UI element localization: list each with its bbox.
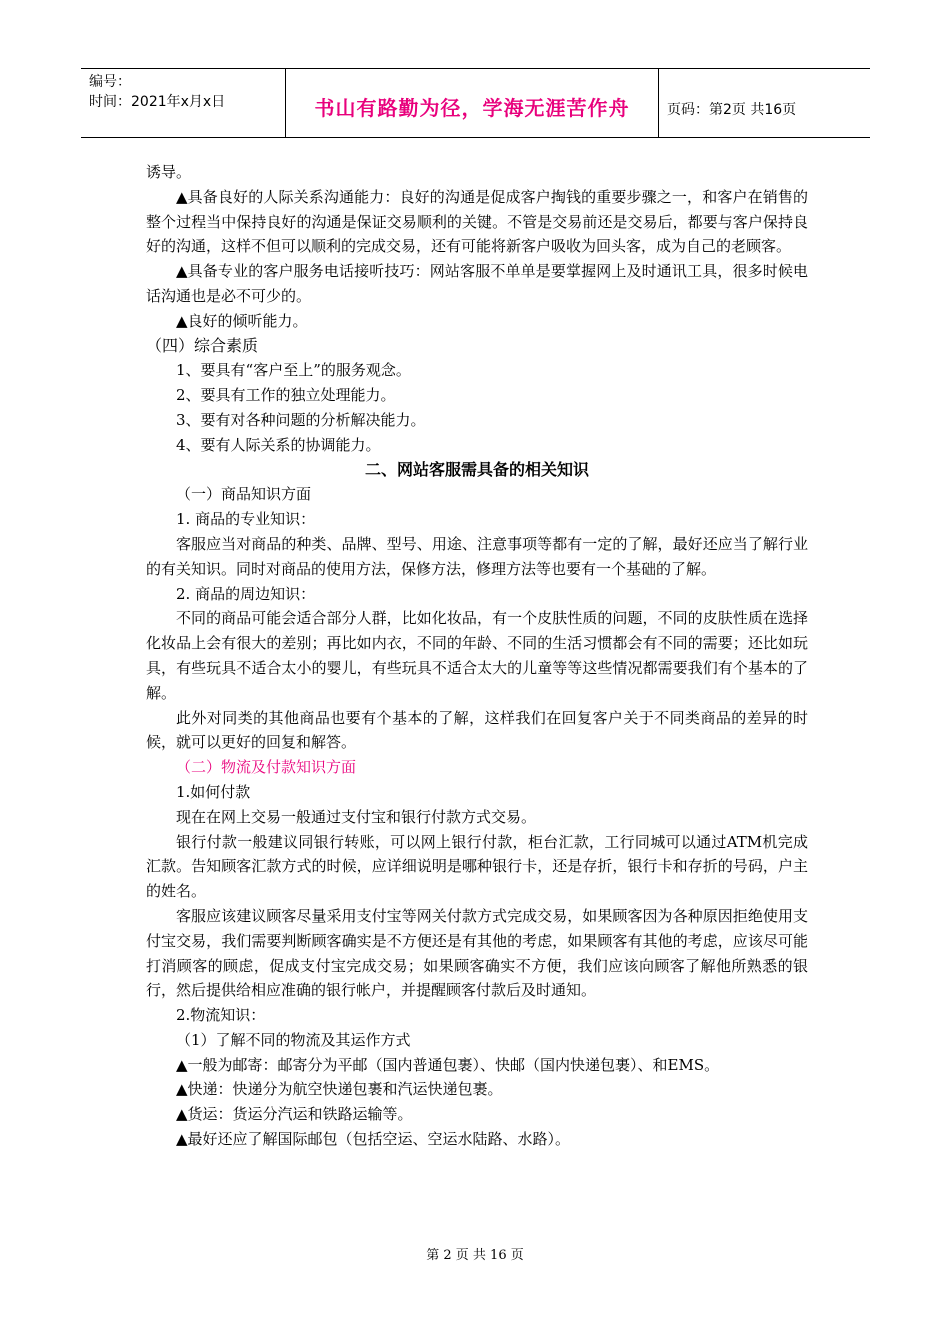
- paragraph: 客服应当对商品的种类、品牌、型号、用途、注意事项等都有一定的了解，最好还应当了解行业的有关知识。同时对商品的使用方法，保修方法，修理方法等也要有一个基础的了解。: [146, 534, 808, 578]
- paragraph: 4、要有人际关系的协调能力。: [176, 435, 381, 454]
- paragraph: 此外对同类的其他商品也要有个基本的了解，这样我们在回复客户关于不同类商品的差异的时候，就可以更好的回复和解答。: [146, 708, 808, 752]
- paragraph: 客服应该建议顾客尽量采用支付宝等网关付款方式完成交易，如果顾客因为各种原因拒绝使用支付宝交易，我们需要判断顾客确实是不方便还是有其他的考虑，如果顾客有其他的考虑，应该尽可能打消顾客的顾虑，促成支付宝完成交易；如果顾客确实不方便，我们应该向顾客了解他所熟悉的银行，然后提供给相应准确的银行帐户，并提醒顾客付款后及时通知。: [146, 906, 808, 1000]
- paragraph: ▲具备良好的人际关系沟通能力：良好的沟通是促成客户掏钱的重要步骤之一，和客户在销售的整个过程当中保持良好的沟通是保证交易顺利的关键。不管是交易前还是交易后，都要与客户保持良好的沟通，这样不但可以顺利的完成交易，还有可能将新客户吸收为回头客，成为自己的老顾客。: [146, 187, 808, 256]
- paragraph: 1、要具有“客户至上”的服务观念。: [176, 361, 411, 380]
- paragraph: 2、要具有工作的独立处理能力。: [176, 386, 396, 405]
- paragraph: （四）综合素质: [146, 335, 259, 355]
- paragraph: ▲良好的倾听能力。: [176, 311, 308, 330]
- paragraph: （一）商品知识方面: [176, 485, 312, 504]
- paragraph: （1）了解不同的物流及其运作方式: [176, 1030, 411, 1049]
- paragraph: ▲货运：货运分汽运和铁路运输等。: [176, 1105, 413, 1124]
- header-page-info-cell: [659, 75, 870, 143]
- paragraph: ▲一般为邮寄：邮寄分为平邮（国内普通包裹）、快邮（国内快递包裹）、和EMS。: [176, 1055, 720, 1074]
- paragraph: 2. 商品的周边知识：: [176, 584, 316, 603]
- page-header: [81, 68, 870, 138]
- section-heading: 二、网站客服需具备的相关知识: [364, 459, 589, 479]
- header-meta: [81, 69, 285, 137]
- paragraph: 2.物流知识：: [176, 1006, 266, 1025]
- number-label: 编号：: [89, 74, 131, 90]
- document-body: [146, 160, 808, 1152]
- paragraph: （二）物流及付款知识方面: [176, 758, 357, 777]
- paragraph: 不同的商品可能会适合部分人群，比如化妆品，有一个皮肤性质的问题，不同的皮肤性质在选择化妆品上会有很大的差别；再比如内衣，不同的年龄、不同的生活习惯都会有不同的需要；还比如玩具，有些玩具不适合太小的婴儿，有些玩具不适合太大的儿童等等这些情况都需要我们有个基本的了解。: [146, 609, 808, 702]
- paragraph: 3、要有对各种问题的分析解决能力。: [176, 410, 426, 429]
- paragraph: 1.如何付款: [176, 782, 251, 801]
- paragraph: 现在在网上交易一般通过支付宝和银行付款方式交易。: [176, 807, 537, 826]
- paragraph: ▲快递：快递分为航空快递包裹和汽运快递包裹。: [176, 1080, 503, 1099]
- header-motto-cell: [285, 69, 659, 137]
- paragraph: ▲具备专业的客户服务电话接听技巧：网站客服不单单是要掌握网上及时通讯工具，很多时候电话沟通也是必不可少的。: [146, 262, 808, 305]
- motto: 书山有路勤为径，学海无涯苦作舟: [314, 95, 630, 120]
- page-info: 页码：第2页 共16页: [667, 102, 797, 118]
- paragraph: 银行付款一般建议同银行转账，可以网上银行付款，柜台汇款，工行同城可以通过ATM机完成汇款。告知顾客汇款方式的时候，应详细说明是哪种银行卡，还是存折，银行卡和存折的号码，户主的姓名。: [146, 832, 808, 901]
- page-footer: 第 2 页 共 16 页: [426, 1248, 524, 1263]
- paragraph: 诱导。: [146, 163, 192, 181]
- paragraph: ▲最好还应了解国际邮包（包括空运、空运水陆路、水路）。: [176, 1130, 571, 1149]
- paragraph: 1. 商品的专业知识：: [176, 510, 316, 529]
- time-label: 时间：2021年x月x日: [89, 94, 226, 110]
